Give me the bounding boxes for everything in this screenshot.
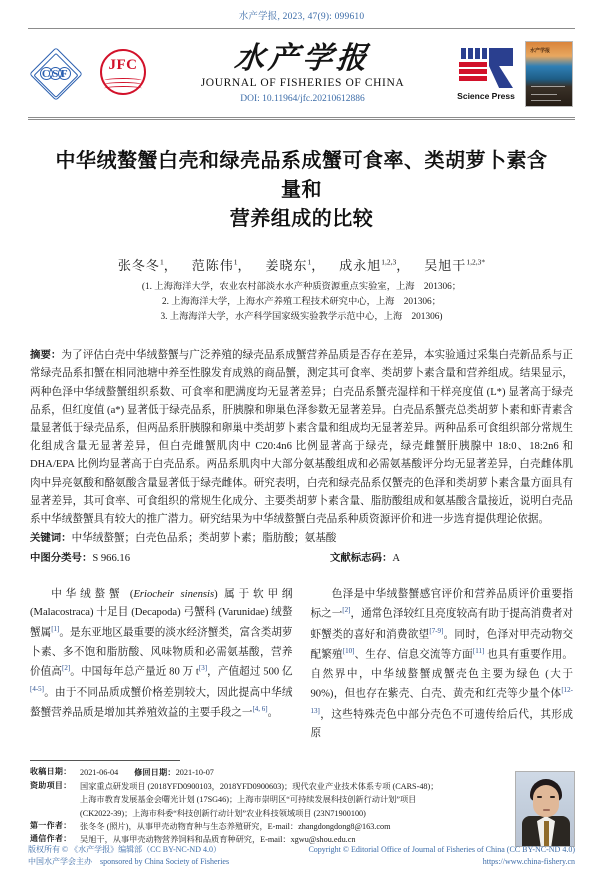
corresponding-author-value: 吴旭干，从事甲壳动物营养饲料和品质育种研究，E-mail：xgwu@shou.edu.cn	[80, 835, 356, 845]
body-column-left	[30, 586, 293, 744]
copyright-cn-line-1: 版权所有 © 《水产学报》编辑部（CC BY-NC-ND 4.0）	[28, 845, 221, 854]
article-title-line-2: 营养组成的比较	[229, 206, 374, 230]
doi-link[interactable]: DOI: 10.11964/jfc.20210612886	[240, 94, 365, 105]
body-column-right	[311, 586, 574, 744]
affiliation-item: 2. 上海海洋大学，上海水产养殖工程技术研究中心，上海 201306；	[162, 297, 441, 308]
affiliation-item: 3. 上海海洋大学，水产科学国家级实验教学示范中心，上海 201306)	[160, 312, 443, 323]
classification-line	[30, 549, 573, 569]
sp-bar-2	[459, 69, 487, 74]
science-press-label: Science Press	[457, 91, 515, 101]
sp-p-glyph	[489, 48, 513, 88]
funding-line-1: 国家重点研发项目 (2018YFD0900103，2018YFD0900603)；现代农业产业技术体系专项 (CARS-48)；	[80, 781, 439, 791]
received-date-value: 2021-06-04 修回日期：2021-10-07	[80, 768, 214, 777]
keywords-line	[30, 529, 573, 549]
masthead-double-rule	[28, 117, 575, 120]
body-paragraph: 色泽是中华绒螯蟹感官评价和营养品质评价重要指标之一[2]，通常色泽较红且亮度较高有助于提高消费者对虾蟹类的喜好和消费欲望[7-9]。同时，色泽对甲壳动物交配繁殖[10]、生存、信息交流等方面[11] 也具有重要作用。自然界中，中华绒螯蟹成蟹壳色主要为绿色 (大于 90%)，但也存在紫壳、白壳、黄壳和红壳等少量个体[12-13]，这些特殊壳色中部分壳色不可遗传给后代，其形成原	[310, 588, 574, 740]
doc-code-group	[330, 549, 400, 569]
author-item: 范陈伟$^1$	[191, 257, 238, 273]
issue-cover-thumbnail	[525, 41, 573, 107]
page-footer	[0, 844, 603, 868]
jfc-open-book-icon	[104, 78, 142, 94]
sp-top-bars	[461, 48, 487, 59]
science-press-mark-icon	[457, 46, 515, 90]
cover-deco-line-1	[531, 86, 565, 87]
sp-bar-3	[459, 76, 487, 81]
keywords-label: 关键词：	[30, 532, 72, 545]
footnote-dates-row	[30, 766, 495, 780]
footnote-block	[30, 766, 495, 846]
avatar	[515, 771, 575, 847]
jfc-journal-logo-icon	[96, 47, 150, 101]
affiliation-item: (1. 上海海洋大学，农业农村部淡水水产种质资源重点实验室，上海 201306；	[141, 282, 462, 292]
portrait-eye-left	[537, 796, 542, 798]
running-head: 水产学报, 2023, 47(9): 099610	[238, 12, 365, 22]
corresponding-author-label: 通信作者：	[30, 834, 72, 844]
keywords-value: 中华绒螯蟹；白壳色品系；类胡萝卜素；脂肪酸；氨基酸	[71, 533, 337, 545]
article-title	[48, 146, 555, 233]
funding-label: 资助项目：	[30, 780, 72, 790]
cover-deco-line-3	[531, 100, 561, 101]
footer-right	[308, 844, 575, 868]
footnote-funding-row	[30, 780, 495, 793]
journal-website-link[interactable]: https://www.china-fishery.cn	[482, 857, 575, 866]
csf-society-logo-icon	[30, 48, 82, 100]
csf-logo-letters: CSF	[41, 67, 71, 80]
portrait-mouth	[543, 809, 550, 811]
publisher-block	[455, 41, 573, 107]
clc-value: S 966.16	[92, 553, 131, 565]
cover-title-text: 水产学报	[530, 48, 551, 54]
clc-group	[30, 549, 330, 569]
footnote-rule	[30, 760, 180, 761]
doc-code-value: A	[392, 553, 400, 565]
portrait-eye-right	[550, 796, 555, 798]
portrait-face	[533, 785, 559, 817]
journal-title-block	[150, 43, 455, 105]
science-press-logo	[455, 46, 517, 101]
abstract-label: 摘要：	[30, 349, 62, 362]
abstract-paragraph	[30, 347, 573, 529]
society-logos	[30, 47, 150, 101]
author-item: 姜晓东$^1$	[265, 257, 312, 273]
journal-name-chinese: 水产学报	[232, 41, 373, 75]
first-author-label: 第一作者：	[30, 820, 72, 830]
abstract-text: 为了评估白壳中华绒螯蟹与广泛养殖的绿壳品系成蟹营养品质是否存在差异，本实验通过采集白壳新品系与正常绿壳品系扣蟹在相同池塘中养至性腺发育成熟的商品蟹，测定其可食率、类胡萝卜素含量和营养组成。结果显示，两种色泽中华绒螯蟹组织系数、可食率和肥满度均无显著差异；白壳品系蟹壳湿样和干样亮度值 (L*) 显著高于绿壳品系，但红度值 (a*) 显著低于绿壳品系，肝胰腺和卵巢色泽参数无显著差异。白壳品系蟹壳总类胡萝卜素和虾青素含量显著低于绿壳品系，但两品系肝胰腺和卵巢中类胡萝卜素含量和组成均无显著差异。两种品系可食组织部分常规生化组成含量无显著差异，但白壳雌蟹肌肉中 C20:4n6 比例显著高于绿壳，绿壳雌蟹肝胰腺中 18:0、18:2n6 和 DHA/EPA 比例均显著高于白壳品系。两品系肌肉中大部分氨基酸组成和必需氨基酸评分均无显著差异，白壳雌体肌肉中异亮氨酸和酪氨酸含量显著低于绿壳雌体。研究表明，白壳和绿壳品系仅蟹壳的色泽和类胡萝卜素含量方面具有显著差异，其可食率、可食组织的常规生化成分、主要类胡萝卜素含量、脂肪酸组成和氨基酸含量接近，说明白壳品系中华绒螯蟹具有较大的推广潜力。研究结果为中华绒螯蟹白壳品系种质资源评价和进一步选育提供理论依据。	[30, 350, 573, 526]
sp-bar-1	[459, 62, 487, 67]
footer-left	[28, 844, 229, 868]
copyright-en-line-1: Copyright © Editorial Office of Journal of Fisheries of China (CC BY-NC-ND 4.0)	[308, 845, 575, 854]
footnote-first-author-row	[30, 820, 495, 833]
author-item: 成永旭$^{1,2,3}$	[339, 257, 397, 273]
article-title-line-1: 中华绒螯蟹白壳和绿壳品系成蟹可食率、类胡萝卜素含量和	[55, 148, 548, 201]
copyright-cn-line-2: 中国水产学会主办 sponsored by China Society of Fisheries	[28, 857, 230, 866]
cover-deco-line-2	[531, 94, 557, 95]
body-paragraph: 中华绒螯蟹 (Eriocheir sinensis) 属于软甲纲 (Malacostraca) 十足目 (Decapoda) 弓蟹科 (Varunidae) 绒螯蟹属[1]。是东亚地区最重要的淡水经济蟹类，富含类胡萝卜素、多不饱和脂肪酸、风味物质和必需氨基酸，营养价值高[2]。中国每年总产量近 80 万 t[3]，产值超过 500 亿[4-5]。由于不同品质成蟹价格差别较大，因此提高中华绒螯蟹营养品质是增加其养殖效益的主要手段之一[4, 6]。	[30, 588, 293, 719]
affiliation-list	[0, 280, 603, 325]
funding-line-3: (CK2022-39)；上海市科委“科技创新行动计划”农业科技领域项目 (23N71900100)	[80, 808, 366, 818]
doc-code-label: 文献标志码：	[330, 552, 393, 565]
author-list: 张冬冬$^1$， 范陈伟$^1$， 姜晓东$^1$， 成永旭$^{1,2,3}$， 吴旭干$^{1,2,3*}$	[117, 257, 486, 273]
masthead	[0, 29, 603, 117]
body-columns	[30, 586, 573, 744]
funding-line-2: 上海市教育发展基金会曙光计划 (17SG46)；上海市崇明区“可持续发展科技创新行动计划”项目	[80, 795, 417, 805]
clc-label: 中图分类号：	[30, 552, 93, 565]
abstract-section	[30, 347, 573, 569]
author-item: 吴旭干$^{1,2,3*}$	[424, 257, 486, 273]
first-author-value: 张冬冬 (照片)，从事甲壳动物育种与生态养殖研究，E-mail：zhangdongdong8@163.com	[80, 821, 391, 831]
author-item: 张冬冬$^1$	[117, 257, 164, 273]
journal-name-english: JOURNAL OF FISHERIES OF CHINA	[200, 77, 405, 90]
received-date-label: 收稿日期：	[30, 767, 72, 776]
jfc-logo-letters: JFC	[108, 56, 138, 73]
